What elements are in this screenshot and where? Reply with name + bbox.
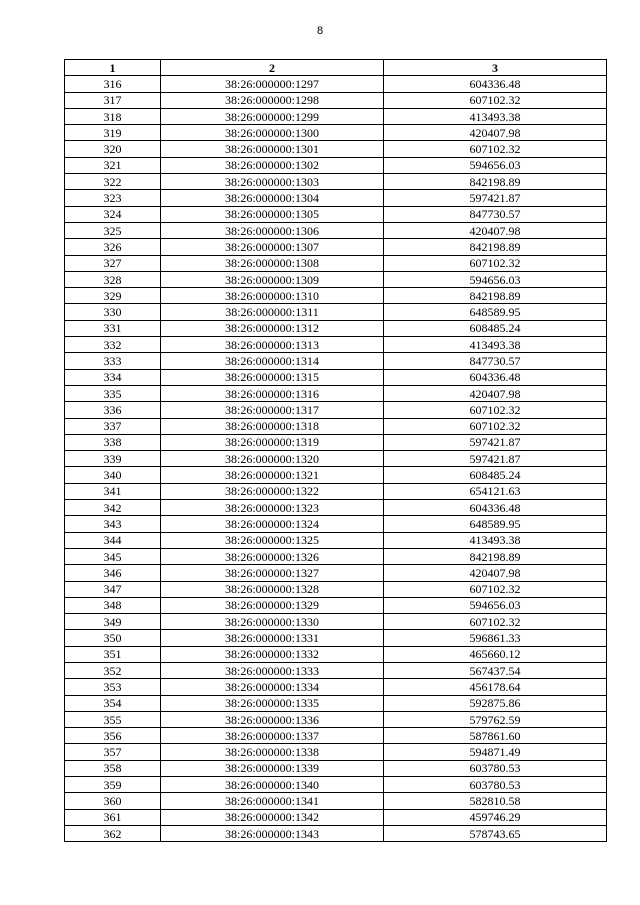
cadastral-number-cell: 38:26:000000:1304 <box>161 190 384 206</box>
row-number-cell: 334 <box>65 369 161 385</box>
table-row <box>65 581 607 597</box>
value-cell: 459746.29 <box>384 809 607 825</box>
cadastral-number-cell: 38:26:000000:1338 <box>161 744 384 760</box>
table-row <box>65 157 607 173</box>
header-row <box>65 60 607 76</box>
table-row <box>65 500 607 516</box>
cadastral-number-cell: 38:26:000000:1303 <box>161 174 384 190</box>
table-row <box>65 744 607 760</box>
cadastral-number-cell: 38:26:000000:1317 <box>161 402 384 418</box>
cadastral-number-cell: 38:26:000000:1307 <box>161 239 384 255</box>
value-cell: 420407.98 <box>384 385 607 401</box>
value-cell: 607102.32 <box>384 418 607 434</box>
row-number-cell: 327 <box>65 255 161 271</box>
row-number-cell: 328 <box>65 271 161 287</box>
value-cell: 607102.32 <box>384 92 607 108</box>
table-row <box>65 304 607 320</box>
row-number-cell: 316 <box>65 76 161 92</box>
table-row <box>65 385 607 401</box>
table-row <box>65 630 607 646</box>
row-number-cell: 351 <box>65 646 161 662</box>
cadastral-number-cell: 38:26:000000:1330 <box>161 614 384 630</box>
row-number-cell: 362 <box>65 825 161 841</box>
row-number-cell: 342 <box>65 500 161 516</box>
table-row <box>65 793 607 809</box>
cadastral-number-cell: 38:26:000000:1343 <box>161 825 384 841</box>
value-cell: 567437.54 <box>384 662 607 678</box>
row-number-cell: 335 <box>65 385 161 401</box>
row-number-cell: 329 <box>65 288 161 304</box>
row-number-cell: 345 <box>65 548 161 564</box>
cadastral-number-cell: 38:26:000000:1321 <box>161 467 384 483</box>
value-cell: 654121.63 <box>384 483 607 499</box>
value-cell: 603780.53 <box>384 777 607 793</box>
cadastral-number-cell: 38:26:000000:1306 <box>161 222 384 238</box>
value-cell: 594871.49 <box>384 744 607 760</box>
row-number-cell: 332 <box>65 337 161 353</box>
value-cell: 604336.48 <box>384 76 607 92</box>
row-number-cell: 339 <box>65 451 161 467</box>
row-number-cell: 341 <box>65 483 161 499</box>
table-row <box>65 532 607 548</box>
value-cell: 607102.32 <box>384 141 607 157</box>
table-row <box>65 662 607 678</box>
row-number-cell: 355 <box>65 711 161 727</box>
header-col-3: 3 <box>384 60 607 76</box>
row-number-cell: 353 <box>65 679 161 695</box>
row-number-cell: 358 <box>65 760 161 776</box>
table-row <box>65 125 607 141</box>
table-row <box>65 92 607 108</box>
table-row <box>65 614 607 630</box>
value-cell: 594656.03 <box>384 157 607 173</box>
value-cell: 603780.53 <box>384 760 607 776</box>
value-cell: 465660.12 <box>384 646 607 662</box>
table-row <box>65 597 607 613</box>
cadastral-number-cell: 38:26:000000:1329 <box>161 597 384 613</box>
cadastral-number-cell: 38:26:000000:1339 <box>161 760 384 776</box>
cadastral-number-cell: 38:26:000000:1313 <box>161 337 384 353</box>
table-row <box>65 679 607 695</box>
value-cell: 607102.32 <box>384 255 607 271</box>
value-cell: 594656.03 <box>384 271 607 287</box>
row-number-cell: 323 <box>65 190 161 206</box>
table-row <box>65 255 607 271</box>
row-number-cell: 343 <box>65 516 161 532</box>
value-cell: 607102.32 <box>384 614 607 630</box>
table-row <box>65 206 607 222</box>
cadastral-number-cell: 38:26:000000:1302 <box>161 157 384 173</box>
row-number-cell: 360 <box>65 793 161 809</box>
table-row <box>65 174 607 190</box>
table-row <box>65 108 607 124</box>
page-number: 8 <box>316 25 324 37</box>
value-cell: 607102.32 <box>384 402 607 418</box>
table-row <box>65 777 607 793</box>
row-number-cell: 349 <box>65 614 161 630</box>
row-number-cell: 320 <box>65 141 161 157</box>
value-cell: 413493.38 <box>384 108 607 124</box>
cadastral-number-cell: 38:26:000000:1308 <box>161 255 384 271</box>
cadastral-number-cell: 38:26:000000:1331 <box>161 630 384 646</box>
table-row <box>65 288 607 304</box>
row-number-cell: 348 <box>65 597 161 613</box>
row-number-cell: 319 <box>65 125 161 141</box>
row-number-cell: 352 <box>65 662 161 678</box>
table-row <box>65 760 607 776</box>
table-row <box>65 222 607 238</box>
row-number-cell: 340 <box>65 467 161 483</box>
table-row <box>65 825 607 841</box>
table-body <box>65 76 607 842</box>
row-number-cell: 346 <box>65 565 161 581</box>
table-row <box>65 418 607 434</box>
table-row <box>65 728 607 744</box>
row-number-cell: 336 <box>65 402 161 418</box>
row-number-cell: 344 <box>65 532 161 548</box>
cadastral-number-cell: 38:26:000000:1327 <box>161 565 384 581</box>
cadastral-number-cell: 38:26:000000:1297 <box>161 76 384 92</box>
cadastral-number-cell: 38:26:000000:1323 <box>161 500 384 516</box>
value-cell: 587861.60 <box>384 728 607 744</box>
table-row <box>65 141 607 157</box>
cadastral-number-cell: 38:26:000000:1324 <box>161 516 384 532</box>
header-col-1: 1 <box>65 60 161 76</box>
cadastral-number-cell: 38:26:000000:1335 <box>161 695 384 711</box>
value-cell: 420407.98 <box>384 125 607 141</box>
value-cell: 604336.48 <box>384 500 607 516</box>
cadastral-number-cell: 38:26:000000:1332 <box>161 646 384 662</box>
table-row <box>65 337 607 353</box>
row-number-cell: 338 <box>65 434 161 450</box>
value-cell: 608485.24 <box>384 467 607 483</box>
row-number-cell: 331 <box>65 320 161 336</box>
value-cell: 597421.87 <box>384 451 607 467</box>
value-cell: 648589.95 <box>384 516 607 532</box>
cadastral-number-cell: 38:26:000000:1305 <box>161 206 384 222</box>
row-number-cell: 330 <box>65 304 161 320</box>
cadastral-number-cell: 38:26:000000:1322 <box>161 483 384 499</box>
value-cell: 842198.89 <box>384 548 607 564</box>
row-number-cell: 321 <box>65 157 161 173</box>
cadastral-number-cell: 38:26:000000:1340 <box>161 777 384 793</box>
row-number-cell: 322 <box>65 174 161 190</box>
cadastral-number-cell: 38:26:000000:1325 <box>161 532 384 548</box>
row-number-cell: 354 <box>65 695 161 711</box>
row-number-cell: 317 <box>65 92 161 108</box>
cadastral-number-cell: 38:26:000000:1315 <box>161 369 384 385</box>
value-cell: 456178.64 <box>384 679 607 695</box>
row-number-cell: 361 <box>65 809 161 825</box>
value-cell: 579762.59 <box>384 711 607 727</box>
row-number-cell: 356 <box>65 728 161 744</box>
value-cell: 594656.03 <box>384 597 607 613</box>
table-row <box>65 369 607 385</box>
row-number-cell: 325 <box>65 222 161 238</box>
value-cell: 420407.98 <box>384 565 607 581</box>
value-cell: 578743.65 <box>384 825 607 841</box>
row-number-cell: 324 <box>65 206 161 222</box>
table-row <box>65 483 607 499</box>
row-number-cell: 359 <box>65 777 161 793</box>
cadastral-number-cell: 38:26:000000:1299 <box>161 108 384 124</box>
row-number-cell: 337 <box>65 418 161 434</box>
row-number-cell: 347 <box>65 581 161 597</box>
table-row <box>65 76 607 92</box>
value-cell: 596861.33 <box>384 630 607 646</box>
table-row <box>65 434 607 450</box>
value-cell: 608485.24 <box>384 320 607 336</box>
cadastral-number-cell: 38:26:000000:1341 <box>161 793 384 809</box>
parcel-table <box>64 59 607 842</box>
table-row <box>65 646 607 662</box>
cadastral-number-cell: 38:26:000000:1342 <box>161 809 384 825</box>
row-number-cell: 333 <box>65 353 161 369</box>
value-cell: 847730.57 <box>384 206 607 222</box>
cadastral-number-cell: 38:26:000000:1311 <box>161 304 384 320</box>
cadastral-number-cell: 38:26:000000:1336 <box>161 711 384 727</box>
cadastral-number-cell: 38:26:000000:1328 <box>161 581 384 597</box>
cadastral-number-cell: 38:26:000000:1298 <box>161 92 384 108</box>
cadastral-number-cell: 38:26:000000:1310 <box>161 288 384 304</box>
value-cell: 597421.87 <box>384 190 607 206</box>
cadastral-number-cell: 38:26:000000:1319 <box>161 434 384 450</box>
value-cell: 607102.32 <box>384 581 607 597</box>
value-cell: 842198.89 <box>384 288 607 304</box>
cadastral-number-cell: 38:26:000000:1301 <box>161 141 384 157</box>
value-cell: 842198.89 <box>384 174 607 190</box>
cadastral-number-cell: 38:26:000000:1334 <box>161 679 384 695</box>
table-row <box>65 809 607 825</box>
value-cell: 842198.89 <box>384 239 607 255</box>
table-row <box>65 516 607 532</box>
row-number-cell: 357 <box>65 744 161 760</box>
cadastral-number-cell: 38:26:000000:1337 <box>161 728 384 744</box>
table-row <box>65 239 607 255</box>
table-row <box>65 320 607 336</box>
cadastral-number-cell: 38:26:000000:1309 <box>161 271 384 287</box>
table-row <box>65 711 607 727</box>
row-number-cell: 326 <box>65 239 161 255</box>
table-row <box>65 451 607 467</box>
value-cell: 420407.98 <box>384 222 607 238</box>
value-cell: 847730.57 <box>384 353 607 369</box>
value-cell: 648589.95 <box>384 304 607 320</box>
value-cell: 582810.58 <box>384 793 607 809</box>
row-number-cell: 318 <box>65 108 161 124</box>
value-cell: 413493.38 <box>384 337 607 353</box>
table-row <box>65 467 607 483</box>
cadastral-number-cell: 38:26:000000:1316 <box>161 385 384 401</box>
table-row <box>65 190 607 206</box>
value-cell: 592875.86 <box>384 695 607 711</box>
value-cell: 597421.87 <box>384 434 607 450</box>
table-row <box>65 565 607 581</box>
header-col-2: 2 <box>161 60 384 76</box>
cadastral-number-cell: 38:26:000000:1320 <box>161 451 384 467</box>
cadastral-number-cell: 38:26:000000:1312 <box>161 320 384 336</box>
table-row <box>65 695 607 711</box>
table-row <box>65 353 607 369</box>
row-number-cell: 350 <box>65 630 161 646</box>
table-row <box>65 548 607 564</box>
cadastral-number-cell: 38:26:000000:1326 <box>161 548 384 564</box>
cadastral-number-cell: 38:26:000000:1300 <box>161 125 384 141</box>
cadastral-number-cell: 38:26:000000:1318 <box>161 418 384 434</box>
value-cell: 413493.38 <box>384 532 607 548</box>
table-row <box>65 271 607 287</box>
cadastral-number-cell: 38:26:000000:1314 <box>161 353 384 369</box>
table-header <box>65 60 607 76</box>
value-cell: 604336.48 <box>384 369 607 385</box>
cadastral-number-cell: 38:26:000000:1333 <box>161 662 384 678</box>
table-row <box>65 402 607 418</box>
